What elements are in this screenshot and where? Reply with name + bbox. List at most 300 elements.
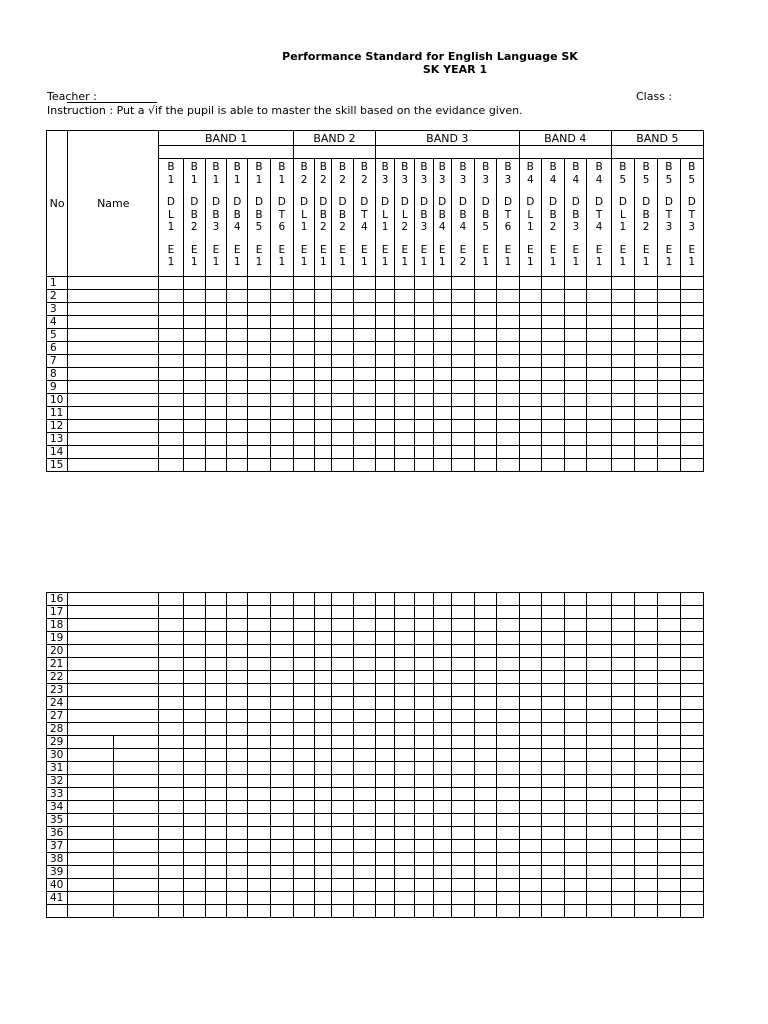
skill-check-cell[interactable] [227, 277, 248, 290]
skill-check-cell[interactable] [611, 619, 634, 632]
skill-check-cell[interactable] [635, 394, 658, 407]
skill-check-cell[interactable] [315, 775, 332, 788]
skill-check-cell[interactable] [395, 853, 415, 866]
skill-check-cell[interactable] [658, 381, 680, 394]
skill-check-cell[interactable] [270, 290, 293, 303]
skill-check-cell[interactable] [183, 459, 205, 472]
skill-check-cell[interactable] [541, 905, 564, 918]
skill-check-cell[interactable] [159, 775, 183, 788]
skill-check-cell[interactable] [635, 459, 658, 472]
skill-check-cell[interactable] [519, 866, 541, 879]
skill-check-cell[interactable] [587, 866, 611, 879]
skill-check-cell[interactable] [375, 632, 394, 645]
skill-check-cell[interactable] [227, 866, 248, 879]
skill-check-cell[interactable] [248, 446, 270, 459]
skill-check-cell[interactable] [451, 459, 474, 472]
skill-check-cell[interactable] [565, 342, 587, 355]
skill-check-cell[interactable] [541, 381, 564, 394]
skill-check-cell[interactable] [415, 762, 433, 775]
skill-check-cell[interactable] [658, 619, 680, 632]
skill-check-cell[interactable] [635, 853, 658, 866]
skill-check-cell[interactable] [248, 710, 270, 723]
skill-check-cell[interactable] [353, 892, 375, 905]
skill-check-cell[interactable] [415, 827, 433, 840]
skill-check-cell[interactable] [395, 684, 415, 697]
skill-check-cell[interactable] [587, 277, 611, 290]
skill-check-cell[interactable] [248, 407, 270, 420]
skill-check-cell[interactable] [395, 342, 415, 355]
pupil-name-cell[interactable] [68, 606, 159, 619]
skill-check-cell[interactable] [227, 788, 248, 801]
skill-check-cell[interactable] [541, 814, 564, 827]
skill-check-cell[interactable] [635, 814, 658, 827]
skill-check-cell[interactable] [205, 446, 226, 459]
skill-check-cell[interactable] [293, 433, 314, 446]
skill-check-cell[interactable] [159, 814, 183, 827]
skill-check-cell[interactable] [159, 840, 183, 853]
skill-check-cell[interactable] [227, 749, 248, 762]
skill-check-cell[interactable] [159, 407, 183, 420]
skill-check-cell[interactable] [353, 814, 375, 827]
skill-check-cell[interactable] [315, 814, 332, 827]
skill-check-cell[interactable] [270, 775, 293, 788]
skill-check-cell[interactable] [451, 801, 474, 814]
skill-check-cell[interactable] [451, 788, 474, 801]
skill-check-cell[interactable] [680, 866, 703, 879]
skill-check-cell[interactable] [635, 316, 658, 329]
skill-check-cell[interactable] [519, 446, 541, 459]
skill-check-cell[interactable] [227, 814, 248, 827]
skill-check-cell[interactable] [293, 827, 314, 840]
skill-check-cell[interactable] [159, 420, 183, 433]
skill-check-cell[interactable] [519, 775, 541, 788]
skill-check-cell[interactable] [475, 684, 497, 697]
skill-check-cell[interactable] [497, 710, 519, 723]
skill-check-cell[interactable] [332, 394, 353, 407]
skill-check-cell[interactable] [248, 420, 270, 433]
skill-check-cell[interactable] [611, 866, 634, 879]
skill-check-cell[interactable] [205, 671, 226, 684]
skill-check-cell[interactable] [587, 407, 611, 420]
skill-check-cell[interactable] [497, 606, 519, 619]
skill-check-cell[interactable] [183, 827, 205, 840]
skill-check-cell[interactable] [497, 593, 519, 606]
skill-check-cell[interactable] [270, 762, 293, 775]
skill-check-cell[interactable] [375, 658, 394, 671]
skill-check-cell[interactable] [270, 645, 293, 658]
skill-check-cell[interactable] [451, 658, 474, 671]
skill-check-cell[interactable] [248, 368, 270, 381]
skill-check-cell[interactable] [315, 303, 332, 316]
skill-check-cell[interactable] [315, 879, 332, 892]
skill-check-cell[interactable] [451, 355, 474, 368]
skill-check-cell[interactable] [635, 723, 658, 736]
skill-check-cell[interactable] [415, 619, 433, 632]
skill-check-cell[interactable] [541, 658, 564, 671]
skill-check-cell[interactable] [415, 645, 433, 658]
skill-check-cell[interactable] [415, 710, 433, 723]
skill-check-cell[interactable] [270, 632, 293, 645]
skill-check-cell[interactable] [183, 645, 205, 658]
skill-check-cell[interactable] [541, 329, 564, 342]
skill-check-cell[interactable] [451, 892, 474, 905]
skill-check-cell[interactable] [658, 394, 680, 407]
skill-check-cell[interactable] [205, 658, 226, 671]
skill-check-cell[interactable] [227, 394, 248, 407]
skill-check-cell[interactable] [635, 762, 658, 775]
skill-check-cell[interactable] [395, 775, 415, 788]
skill-check-cell[interactable] [375, 433, 394, 446]
skill-check-cell[interactable] [611, 840, 634, 853]
skill-check-cell[interactable] [395, 420, 415, 433]
skill-check-cell[interactable] [635, 645, 658, 658]
skill-check-cell[interactable] [375, 736, 394, 749]
skill-check-cell[interactable] [375, 303, 394, 316]
skill-check-cell[interactable] [270, 619, 293, 632]
skill-check-cell[interactable] [587, 632, 611, 645]
skill-check-cell[interactable] [658, 329, 680, 342]
skill-check-cell[interactable] [451, 342, 474, 355]
skill-check-cell[interactable] [658, 459, 680, 472]
skill-check-cell[interactable] [270, 593, 293, 606]
skill-check-cell[interactable] [183, 723, 205, 736]
skill-check-cell[interactable] [680, 446, 703, 459]
pupil-name-cell[interactable] [68, 853, 159, 866]
skill-check-cell[interactable] [248, 736, 270, 749]
skill-check-cell[interactable] [497, 303, 519, 316]
skill-check-cell[interactable] [293, 606, 314, 619]
skill-check-cell[interactable] [353, 459, 375, 472]
skill-check-cell[interactable] [293, 866, 314, 879]
skill-check-cell[interactable] [395, 459, 415, 472]
skill-check-cell[interactable] [519, 619, 541, 632]
skill-check-cell[interactable] [395, 697, 415, 710]
skill-check-cell[interactable] [519, 710, 541, 723]
pupil-name-cell[interactable] [68, 905, 159, 918]
skill-check-cell[interactable] [475, 381, 497, 394]
skill-check-cell[interactable] [315, 381, 332, 394]
skill-check-cell[interactable] [159, 433, 183, 446]
skill-check-cell[interactable] [541, 697, 564, 710]
skill-check-cell[interactable] [332, 381, 353, 394]
skill-check-cell[interactable] [541, 853, 564, 866]
skill-check-cell[interactable] [680, 329, 703, 342]
skill-check-cell[interactable] [541, 407, 564, 420]
skill-check-cell[interactable] [183, 710, 205, 723]
skill-check-cell[interactable] [375, 459, 394, 472]
skill-check-cell[interactable] [519, 459, 541, 472]
skill-check-cell[interactable] [497, 905, 519, 918]
skill-check-cell[interactable] [635, 736, 658, 749]
skill-check-cell[interactable] [415, 381, 433, 394]
skill-check-cell[interactable] [248, 290, 270, 303]
pupil-name-cell[interactable] [68, 420, 159, 433]
skill-check-cell[interactable] [395, 632, 415, 645]
skill-check-cell[interactable] [519, 593, 541, 606]
skill-check-cell[interactable] [611, 446, 634, 459]
skill-check-cell[interactable] [451, 433, 474, 446]
skill-check-cell[interactable] [475, 342, 497, 355]
skill-check-cell[interactable] [415, 329, 433, 342]
skill-check-cell[interactable] [227, 840, 248, 853]
skill-check-cell[interactable] [587, 420, 611, 433]
skill-check-cell[interactable] [433, 329, 451, 342]
skill-check-cell[interactable] [541, 316, 564, 329]
skill-check-cell[interactable] [248, 905, 270, 918]
skill-check-cell[interactable] [353, 697, 375, 710]
skill-check-cell[interactable] [159, 459, 183, 472]
skill-check-cell[interactable] [475, 593, 497, 606]
skill-check-cell[interactable] [353, 420, 375, 433]
skill-check-cell[interactable] [519, 420, 541, 433]
skill-check-cell[interactable] [433, 658, 451, 671]
skill-check-cell[interactable] [183, 801, 205, 814]
skill-check-cell[interactable] [519, 814, 541, 827]
skill-check-cell[interactable] [611, 892, 634, 905]
skill-check-cell[interactable] [658, 697, 680, 710]
skill-check-cell[interactable] [611, 420, 634, 433]
skill-check-cell[interactable] [270, 329, 293, 342]
skill-check-cell[interactable] [611, 645, 634, 658]
skill-check-cell[interactable] [183, 277, 205, 290]
skill-check-cell[interactable] [353, 407, 375, 420]
skill-check-cell[interactable] [270, 606, 293, 619]
skill-check-cell[interactable] [587, 355, 611, 368]
skill-check-cell[interactable] [680, 381, 703, 394]
skill-check-cell[interactable] [611, 290, 634, 303]
skill-check-cell[interactable] [332, 814, 353, 827]
skill-check-cell[interactable] [635, 329, 658, 342]
skill-check-cell[interactable] [415, 749, 433, 762]
skill-check-cell[interactable] [587, 303, 611, 316]
pupil-name-cell[interactable] [68, 723, 159, 736]
skill-check-cell[interactable] [541, 879, 564, 892]
skill-check-cell[interactable] [497, 853, 519, 866]
skill-check-cell[interactable] [658, 316, 680, 329]
skill-check-cell[interactable] [205, 420, 226, 433]
skill-check-cell[interactable] [658, 277, 680, 290]
skill-check-cell[interactable] [248, 277, 270, 290]
skill-check-cell[interactable] [248, 840, 270, 853]
skill-check-cell[interactable] [587, 684, 611, 697]
skill-check-cell[interactable] [475, 749, 497, 762]
skill-check-cell[interactable] [205, 368, 226, 381]
skill-check-cell[interactable] [375, 407, 394, 420]
skill-check-cell[interactable] [332, 368, 353, 381]
skill-check-cell[interactable] [293, 645, 314, 658]
pupil-name-cell[interactable] [68, 394, 159, 407]
skill-check-cell[interactable] [159, 749, 183, 762]
skill-check-cell[interactable] [293, 853, 314, 866]
skill-check-cell[interactable] [451, 684, 474, 697]
skill-check-cell[interactable] [433, 879, 451, 892]
skill-check-cell[interactable] [270, 342, 293, 355]
skill-check-cell[interactable] [611, 433, 634, 446]
skill-check-cell[interactable] [635, 355, 658, 368]
skill-check-cell[interactable] [497, 329, 519, 342]
skill-check-cell[interactable] [205, 762, 226, 775]
skill-check-cell[interactable] [680, 710, 703, 723]
skill-check-cell[interactable] [205, 433, 226, 446]
skill-check-cell[interactable] [248, 827, 270, 840]
skill-check-cell[interactable] [433, 736, 451, 749]
skill-check-cell[interactable] [293, 619, 314, 632]
skill-check-cell[interactable] [611, 381, 634, 394]
skill-check-cell[interactable] [395, 840, 415, 853]
skill-check-cell[interactable] [680, 905, 703, 918]
skill-check-cell[interactable] [658, 827, 680, 840]
skill-check-cell[interactable] [375, 329, 394, 342]
pupil-name-cell[interactable] [68, 736, 159, 749]
skill-check-cell[interactable] [611, 355, 634, 368]
skill-check-cell[interactable] [611, 905, 634, 918]
skill-check-cell[interactable] [658, 736, 680, 749]
skill-check-cell[interactable] [353, 905, 375, 918]
skill-check-cell[interactable] [635, 368, 658, 381]
skill-check-cell[interactable] [658, 593, 680, 606]
skill-check-cell[interactable] [565, 446, 587, 459]
skill-check-cell[interactable] [159, 606, 183, 619]
skill-check-cell[interactable] [658, 671, 680, 684]
skill-check-cell[interactable] [611, 814, 634, 827]
skill-check-cell[interactable] [332, 879, 353, 892]
skill-check-cell[interactable] [248, 606, 270, 619]
skill-check-cell[interactable] [353, 446, 375, 459]
skill-check-cell[interactable] [227, 645, 248, 658]
skill-check-cell[interactable] [227, 762, 248, 775]
pupil-name-cell[interactable] [68, 355, 159, 368]
skill-check-cell[interactable] [315, 853, 332, 866]
skill-check-cell[interactable] [611, 879, 634, 892]
skill-check-cell[interactable] [227, 355, 248, 368]
skill-check-cell[interactable] [353, 788, 375, 801]
skill-check-cell[interactable] [293, 329, 314, 342]
skill-check-cell[interactable] [519, 277, 541, 290]
skill-check-cell[interactable] [519, 840, 541, 853]
skill-check-cell[interactable] [353, 303, 375, 316]
skill-check-cell[interactable] [415, 394, 433, 407]
skill-check-cell[interactable] [395, 749, 415, 762]
skill-check-cell[interactable] [433, 749, 451, 762]
skill-check-cell[interactable] [433, 671, 451, 684]
skill-check-cell[interactable] [415, 814, 433, 827]
skill-check-cell[interactable] [293, 710, 314, 723]
skill-check-cell[interactable] [451, 840, 474, 853]
skill-check-cell[interactable] [433, 788, 451, 801]
skill-check-cell[interactable] [375, 710, 394, 723]
skill-check-cell[interactable] [587, 593, 611, 606]
skill-check-cell[interactable] [611, 342, 634, 355]
skill-check-cell[interactable] [680, 853, 703, 866]
skill-check-cell[interactable] [680, 814, 703, 827]
skill-check-cell[interactable] [433, 277, 451, 290]
skill-check-cell[interactable] [497, 788, 519, 801]
skill-check-cell[interactable] [293, 446, 314, 459]
skill-check-cell[interactable] [519, 905, 541, 918]
skill-check-cell[interactable] [497, 684, 519, 697]
skill-check-cell[interactable] [315, 905, 332, 918]
skill-check-cell[interactable] [587, 619, 611, 632]
skill-check-cell[interactable] [680, 303, 703, 316]
skill-check-cell[interactable] [270, 433, 293, 446]
skill-check-cell[interactable] [248, 684, 270, 697]
skill-check-cell[interactable] [375, 749, 394, 762]
skill-check-cell[interactable] [332, 892, 353, 905]
skill-check-cell[interactable] [332, 342, 353, 355]
skill-check-cell[interactable] [519, 788, 541, 801]
skill-check-cell[interactable] [519, 316, 541, 329]
skill-check-cell[interactable] [658, 762, 680, 775]
skill-check-cell[interactable] [415, 342, 433, 355]
skill-check-cell[interactable] [415, 840, 433, 853]
skill-check-cell[interactable] [332, 446, 353, 459]
skill-check-cell[interactable] [395, 407, 415, 420]
skill-check-cell[interactable] [565, 853, 587, 866]
pupil-name-cell[interactable] [68, 303, 159, 316]
skill-check-cell[interactable] [565, 433, 587, 446]
skill-check-cell[interactable] [395, 329, 415, 342]
skill-check-cell[interactable] [315, 433, 332, 446]
skill-check-cell[interactable] [497, 671, 519, 684]
skill-check-cell[interactable] [395, 879, 415, 892]
skill-check-cell[interactable] [433, 459, 451, 472]
skill-check-cell[interactable] [519, 433, 541, 446]
skill-check-cell[interactable] [451, 827, 474, 840]
skill-check-cell[interactable] [293, 723, 314, 736]
skill-check-cell[interactable] [433, 368, 451, 381]
skill-check-cell[interactable] [497, 433, 519, 446]
skill-check-cell[interactable] [375, 606, 394, 619]
skill-check-cell[interactable] [353, 290, 375, 303]
skill-check-cell[interactable] [353, 645, 375, 658]
skill-check-cell[interactable] [332, 593, 353, 606]
skill-check-cell[interactable] [635, 381, 658, 394]
skill-check-cell[interactable] [475, 329, 497, 342]
skill-check-cell[interactable] [270, 697, 293, 710]
skill-check-cell[interactable] [433, 866, 451, 879]
skill-check-cell[interactable] [611, 749, 634, 762]
skill-check-cell[interactable] [353, 671, 375, 684]
skill-check-cell[interactable] [475, 290, 497, 303]
skill-check-cell[interactable] [183, 892, 205, 905]
skill-check-cell[interactable] [541, 775, 564, 788]
skill-check-cell[interactable] [159, 446, 183, 459]
skill-check-cell[interactable] [415, 420, 433, 433]
skill-check-cell[interactable] [205, 905, 226, 918]
skill-check-cell[interactable] [680, 827, 703, 840]
skill-check-cell[interactable] [353, 736, 375, 749]
skill-check-cell[interactable] [270, 749, 293, 762]
skill-check-cell[interactable] [587, 606, 611, 619]
pupil-name-cell[interactable] [68, 749, 159, 762]
skill-check-cell[interactable] [293, 684, 314, 697]
skill-check-cell[interactable] [433, 775, 451, 788]
skill-check-cell[interactable] [248, 788, 270, 801]
skill-check-cell[interactable] [205, 788, 226, 801]
skill-check-cell[interactable] [565, 697, 587, 710]
skill-check-cell[interactable] [159, 355, 183, 368]
skill-check-cell[interactable] [227, 446, 248, 459]
skill-check-cell[interactable] [332, 749, 353, 762]
skill-check-cell[interactable] [680, 433, 703, 446]
skill-check-cell[interactable] [433, 407, 451, 420]
skill-check-cell[interactable] [565, 879, 587, 892]
skill-check-cell[interactable] [159, 619, 183, 632]
pupil-name-cell[interactable] [68, 277, 159, 290]
skill-check-cell[interactable] [475, 853, 497, 866]
skill-check-cell[interactable] [433, 303, 451, 316]
skill-check-cell[interactable] [451, 303, 474, 316]
